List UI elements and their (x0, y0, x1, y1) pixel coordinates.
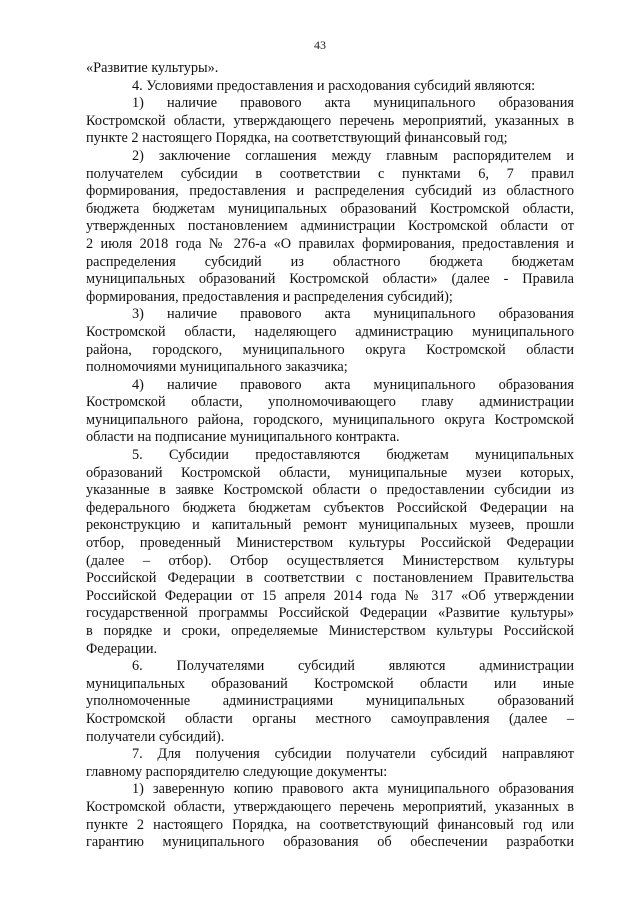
text-line: «Развитие культуры». (86, 60, 219, 76)
text-line: в порядке и сроки, определяемые Министерством культуры Российской (86, 623, 574, 639)
text-line: образований Костромской области, муниципальные музеи которых, (86, 464, 574, 481)
text-line: главному распорядителю следующие документы: (86, 763, 388, 780)
text-line: распределения субсидий из областного бюджета бюджетам (86, 253, 574, 270)
text-line: Костромской области, утверждающего перечень мероприятий, указанных в (86, 798, 574, 815)
text-line: 4) наличие правового акта муниципального образования (132, 376, 574, 393)
text-line: 1) заверенную копию правового акта муниципального образования (132, 781, 574, 798)
text-line: государственной программы Российской Федерации «Развитие культуры» (86, 605, 574, 622)
text-line: 2 июля 2018 года № 276-а «О правилах формирования, предоставления и (86, 235, 574, 252)
text-line: Российской Федерации в соответствии с постановлением Правительства (86, 570, 574, 587)
text-line: 4. Условиями предоставления и расходования субсидий являются: (132, 77, 536, 94)
text-line: отбор, проведенный Министерством культуры Российской Федерации (86, 535, 574, 552)
text-line: муниципальных образований Костромской области или иные (86, 675, 574, 692)
text-line: Костромской области, уполномочивающего главу администрации (86, 394, 574, 411)
text-line: реконструкцию и капитальный ремонт муниципальных музеев, прошли (86, 517, 574, 534)
text-line: федерального бюджета бюджетам субъектов Российской Федерации на (86, 499, 574, 516)
text-line: Костромской области, наделяющего администрацию муниципального (86, 323, 574, 340)
text-line: области на подписание муниципального контракта. (86, 429, 400, 446)
document-body (86, 60, 574, 852)
text-line: 3) наличие правового акта муниципального образования (132, 306, 574, 323)
text-line: пункте 2 настоящего Порядка, на соответствующий финансовый год или (86, 816, 574, 833)
text-line: Костромской области, утверждающего перечень мероприятий, указанных в (86, 112, 574, 129)
text-line: района, городского, муниципального округа Костромской области (86, 341, 574, 358)
text-line: Костромской области органы местного самоуправления (далее – (86, 710, 574, 727)
text-line: 5. Субсидии предоставляются бюджетам муниципальных (132, 447, 574, 464)
text-line: Российской Федерации от 15 апреля 2014 года № 317 «Об утверждении (86, 587, 574, 604)
text-line: полномочиями муниципального заказчика; (86, 359, 348, 376)
text-line: получатели субсидий). (86, 728, 225, 745)
text-line: 1) наличие правового акта муниципального образования (132, 95, 574, 112)
text-line: гарантию муниципального образования об обеспечении разработки (86, 834, 574, 851)
text-line: утвержденных постановлением администрации Костромской области от (86, 218, 574, 235)
text-line: муниципальных образований Костромской области» (далее - Правила (86, 271, 574, 288)
text-line: 2) заключение соглашения между главным распорядителем и (132, 147, 574, 164)
text-line: 6. Получателями субсидий являются администрации (132, 658, 574, 675)
text-line: получателем субсидии в соответствии с пунктами 6, 7 правил (86, 165, 574, 182)
text-line: (далее – отбор). Отбор осуществляется Министерством культуры (86, 552, 574, 569)
text-line: бюджета бюджетам муниципальных образований Костромской области, (86, 200, 574, 217)
page-number: 43 (314, 38, 326, 52)
text-line: Федерации. (86, 640, 158, 657)
text-line: уполномоченные администрациями муниципальных образований (86, 693, 574, 710)
text-line: 7. Для получения субсидии получатели субсидий направляют (132, 746, 574, 763)
text-line: пункте 2 настоящего Порядка, на соответствующий финансовый год; (86, 130, 508, 147)
text-line: указанные в заявке Костромской области о предоставлении субсидии из (86, 482, 574, 499)
text-line: формирования, предоставления и распределения субсидий из областного (86, 183, 574, 200)
text-line: формирования, предоставления и распределения субсидий); (86, 288, 453, 305)
text-line: муниципального района, городского, муниципального округа Костромской (86, 411, 574, 428)
